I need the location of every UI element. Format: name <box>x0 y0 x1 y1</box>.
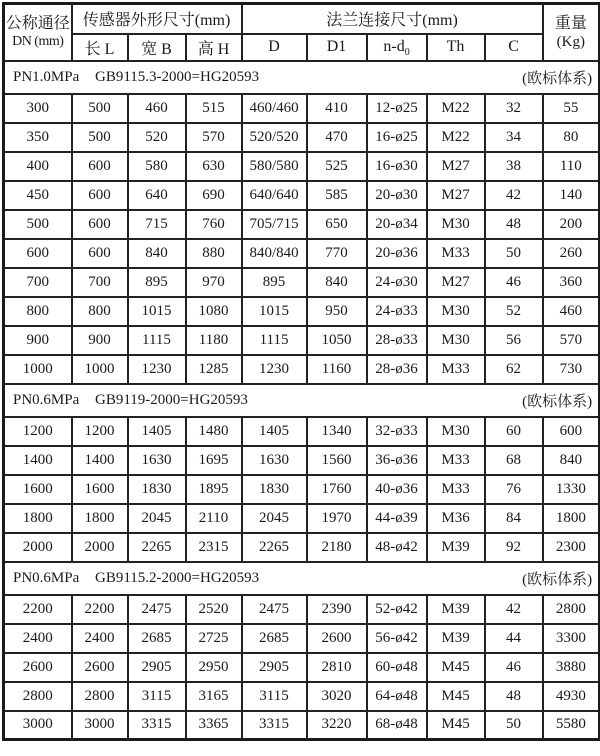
table-row <box>4 239 600 268</box>
spec-value-cell: 730 <box>543 355 600 384</box>
spec-value-cell: 38 <box>485 152 543 181</box>
spec-value-cell: 52-ø42 <box>367 595 427 624</box>
spec-value-cell: 500 <box>72 123 128 152</box>
spec-value-cell: 44-ø39 <box>367 504 427 533</box>
spec-value-cell: 2265 <box>128 533 186 562</box>
spec-value-cell: 32-ø33 <box>367 417 427 446</box>
pressure-rating: PN1.0MPa <box>13 68 80 85</box>
spec-value-cell: M30 <box>427 417 485 446</box>
spec-value-cell: 1600 <box>72 475 128 504</box>
spec-value-cell: 630 <box>186 152 242 181</box>
spec-value-cell: 760 <box>186 210 242 239</box>
spec-value-cell: 2045 <box>128 504 186 533</box>
spec-value-cell: 2685 <box>242 624 307 653</box>
spec-value-cell: 2180 <box>307 533 367 562</box>
spec-value-cell: 16-ø25 <box>367 123 427 152</box>
spec-value-cell: 2950 <box>186 653 242 682</box>
col-header-length: 长 L <box>72 34 128 61</box>
header-row-groups <box>4 4 600 34</box>
spec-value-cell: M22 <box>427 123 485 152</box>
spec-value-cell: 690 <box>186 181 242 210</box>
spec-value-cell: 48 <box>485 682 543 711</box>
dn-value-cell: 2800 <box>4 682 72 711</box>
spec-value-cell: M45 <box>427 682 485 711</box>
table-row <box>4 268 600 297</box>
spec-value-cell: 36-ø36 <box>367 446 427 475</box>
col-header-width: 宽 B <box>128 34 186 61</box>
spec-value-cell: 580/580 <box>242 152 307 181</box>
weight-unit-label: (Kg) <box>556 33 585 50</box>
spec-value-cell: 24-ø30 <box>367 268 427 297</box>
table-row <box>4 624 600 653</box>
spec-value-cell: 580 <box>128 152 186 181</box>
spec-value-cell: 1285 <box>186 355 242 384</box>
spec-value-cell: 2110 <box>186 504 242 533</box>
col-header-nd0 <box>367 34 427 61</box>
spec-value-cell: 1480 <box>186 417 242 446</box>
spec-value-cell: 1760 <box>307 475 367 504</box>
spec-value-cell: 2600 <box>72 653 128 682</box>
spec-value-cell: 2045 <box>242 504 307 533</box>
spec-value-cell: M30 <box>427 326 485 355</box>
spec-value-cell: 68 <box>485 446 543 475</box>
table-row <box>4 326 600 355</box>
spec-value-cell: 1180 <box>186 326 242 355</box>
col-header-c: C <box>485 34 543 61</box>
spec-value-cell: M33 <box>427 446 485 475</box>
dn-value-cell: 300 <box>4 94 72 123</box>
table-row <box>4 94 600 123</box>
table-row <box>4 297 600 326</box>
spec-value-cell: 64-ø48 <box>367 682 427 711</box>
dn-value-cell: 2600 <box>4 653 72 682</box>
dn-value-cell: 350 <box>4 123 72 152</box>
table-row <box>4 595 600 624</box>
spec-value-cell: 56 <box>485 326 543 355</box>
spec-value-cell: 2475 <box>242 595 307 624</box>
dimension-spec-table <box>2 2 600 741</box>
spec-value-cell: 520 <box>128 123 186 152</box>
spec-value-cell: 410 <box>307 94 367 123</box>
spec-value-cell: 2600 <box>307 624 367 653</box>
spec-value-cell: 700 <box>72 268 128 297</box>
spec-value-cell: 880 <box>186 239 242 268</box>
dn-value-cell: 2400 <box>4 624 72 653</box>
spec-value-cell: 1000 <box>72 355 128 384</box>
spec-value-cell: 3220 <box>307 711 367 740</box>
spec-value-cell: 2200 <box>72 595 128 624</box>
spec-value-cell: 2300 <box>543 533 600 562</box>
nd-subscript: 0 <box>404 47 410 59</box>
spec-value-cell: 60-ø48 <box>367 653 427 682</box>
spec-value-cell: 34 <box>485 123 543 152</box>
dn-value-cell: 1400 <box>4 446 72 475</box>
table-row <box>4 181 600 210</box>
spec-value-cell: 48-ø42 <box>367 533 427 562</box>
spec-value-cell: 950 <box>307 297 367 326</box>
spec-value-cell: 600 <box>72 239 128 268</box>
spec-value-cell: 1560 <box>307 446 367 475</box>
spec-value-cell: 840 <box>307 268 367 297</box>
col-group-flange-dimensions: 法兰连接尺寸(mm) <box>242 4 543 34</box>
spec-value-cell: 140 <box>543 181 600 210</box>
dn-value-cell: 800 <box>4 297 72 326</box>
spec-value-cell: 60 <box>485 417 543 446</box>
spec-value-cell: 2725 <box>186 624 242 653</box>
spec-value-cell: 585 <box>307 181 367 210</box>
spec-value-cell: 1115 <box>128 326 186 355</box>
spec-value-cell: 515 <box>186 94 242 123</box>
table-row <box>4 711 600 740</box>
spec-value-cell: 460/460 <box>242 94 307 123</box>
table-row <box>4 355 600 384</box>
spec-value-cell: 16-ø30 <box>367 152 427 181</box>
spec-value-cell: 895 <box>128 268 186 297</box>
spec-value-cell: 2265 <box>242 533 307 562</box>
spec-value-cell: 42 <box>485 181 543 210</box>
col-header-nominal-diameter <box>4 4 72 61</box>
spec-value-cell: 24-ø33 <box>367 297 427 326</box>
spec-value-cell: 900 <box>72 326 128 355</box>
spec-value-cell: 1800 <box>543 504 600 533</box>
spec-value-cell: 1405 <box>128 417 186 446</box>
spec-value-cell: 800 <box>72 297 128 326</box>
spec-value-cell: 3165 <box>186 682 242 711</box>
col-header-d: D <box>242 34 307 61</box>
spec-value-cell: M30 <box>427 210 485 239</box>
dn-value-cell: 1000 <box>4 355 72 384</box>
spec-value-cell: 1800 <box>72 504 128 533</box>
table-body <box>4 61 600 740</box>
spec-value-cell: M45 <box>427 653 485 682</box>
dn-value-cell: 1200 <box>4 417 72 446</box>
spec-value-cell: 1630 <box>242 446 307 475</box>
table-header <box>4 4 600 61</box>
dn-value-cell: 2200 <box>4 595 72 624</box>
spec-value-cell: 895 <box>242 268 307 297</box>
spec-value-cell: 1330 <box>543 475 600 504</box>
spec-value-cell: 3000 <box>72 711 128 740</box>
spec-value-cell: 640 <box>128 181 186 210</box>
col-header-weight <box>543 4 600 61</box>
spec-value-cell: 570 <box>543 326 600 355</box>
spec-value-cell: 705/715 <box>242 210 307 239</box>
spec-value-cell: 92 <box>485 533 543 562</box>
spec-value-cell: 2800 <box>543 595 600 624</box>
spec-value-cell: M27 <box>427 181 485 210</box>
spec-value-cell: M27 <box>427 268 485 297</box>
nd-label: n-d <box>383 38 405 55</box>
spec-value-cell: 520/520 <box>242 123 307 152</box>
spec-value-cell: 840/840 <box>242 239 307 268</box>
table-row <box>4 475 600 504</box>
spec-value-cell: M33 <box>427 475 485 504</box>
table-row <box>4 533 600 562</box>
dn-value-cell: 1800 <box>4 504 72 533</box>
col-group-sensor-dimensions: 传感器外形尺寸(mm) <box>72 4 242 34</box>
spec-value-cell: 600 <box>72 152 128 181</box>
section-header-cell <box>4 384 600 417</box>
spec-value-cell: 55 <box>543 94 600 123</box>
spec-value-cell: 640/640 <box>242 181 307 210</box>
spec-value-cell: 1015 <box>242 297 307 326</box>
spec-value-cell: M22 <box>427 94 485 123</box>
section-header-row <box>4 61 600 94</box>
spec-value-cell: 1230 <box>242 355 307 384</box>
col-header-height: 高 H <box>186 34 242 61</box>
spec-value-cell: 20-ø34 <box>367 210 427 239</box>
spec-value-cell: 2905 <box>242 653 307 682</box>
spec-value-cell: M39 <box>427 533 485 562</box>
spec-value-cell: 42 <box>485 595 543 624</box>
spec-value-cell: M36 <box>427 504 485 533</box>
spec-value-cell: 570 <box>186 123 242 152</box>
spec-value-cell: 32 <box>485 94 543 123</box>
spec-value-cell: 470 <box>307 123 367 152</box>
spec-value-cell: 1400 <box>72 446 128 475</box>
spec-value-cell: 28-ø36 <box>367 355 427 384</box>
spec-value-cell: 260 <box>543 239 600 268</box>
spec-value-cell: 68-ø48 <box>367 711 427 740</box>
dn-value-cell: 600 <box>4 239 72 268</box>
dn-value-cell: 450 <box>4 181 72 210</box>
spec-value-cell: 1160 <box>307 355 367 384</box>
spec-value-cell: 770 <box>307 239 367 268</box>
spec-value-cell: 48 <box>485 210 543 239</box>
spec-value-cell: 44 <box>485 624 543 653</box>
spec-value-cell: 3115 <box>242 682 307 711</box>
section-header-row <box>4 562 600 595</box>
spec-value-cell: 460 <box>543 297 600 326</box>
spec-value-cell: 2685 <box>128 624 186 653</box>
table-row <box>4 653 600 682</box>
section-header-cell <box>4 562 600 595</box>
spec-value-cell: 1695 <box>186 446 242 475</box>
spec-value-cell: 1200 <box>72 417 128 446</box>
spec-value-cell: 1230 <box>128 355 186 384</box>
spec-value-cell: 840 <box>543 446 600 475</box>
nominal-diameter-label: 公称通径 <box>5 15 70 33</box>
spec-value-cell: 1080 <box>186 297 242 326</box>
table-row <box>4 417 600 446</box>
spec-value-cell: 1895 <box>186 475 242 504</box>
spec-value-cell: 3365 <box>186 711 242 740</box>
table-row <box>4 152 600 181</box>
table-row <box>4 123 600 152</box>
table-row <box>4 446 600 475</box>
section-header-row <box>4 384 600 417</box>
spec-value-cell: 360 <box>543 268 600 297</box>
spec-value-cell: 2905 <box>128 653 186 682</box>
spec-value-cell: 970 <box>186 268 242 297</box>
spec-value-cell: 600 <box>543 417 600 446</box>
spec-value-cell: 460 <box>128 94 186 123</box>
spec-value-cell: 715 <box>128 210 186 239</box>
spec-value-cell: 2810 <box>307 653 367 682</box>
spec-value-cell: 5580 <box>543 711 600 740</box>
spec-value-cell: M33 <box>427 355 485 384</box>
spec-value-cell: 110 <box>543 152 600 181</box>
spec-value-cell: 2800 <box>72 682 128 711</box>
table-row <box>4 504 600 533</box>
spec-value-cell: 46 <box>485 268 543 297</box>
spec-value-cell: 50 <box>485 711 543 740</box>
spec-value-cell: 200 <box>543 210 600 239</box>
standard-system: (欧标体系) <box>522 571 593 588</box>
spec-value-cell: 2390 <box>307 595 367 624</box>
spec-value-cell: M39 <box>427 624 485 653</box>
spec-value-cell: M30 <box>427 297 485 326</box>
dn-unit-label: DN (mm) <box>12 34 64 50</box>
spec-value-cell: M45 <box>427 711 485 740</box>
spec-value-cell: 3315 <box>128 711 186 740</box>
spec-value-cell: 1340 <box>307 417 367 446</box>
spec-value-cell: 650 <box>307 210 367 239</box>
spec-value-cell: 3020 <box>307 682 367 711</box>
spec-value-cell: 20-ø36 <box>367 239 427 268</box>
spec-value-cell: 28-ø33 <box>367 326 427 355</box>
spec-value-cell: 3300 <box>543 624 600 653</box>
standard-code: GB9115.2-2000=HG20593 <box>95 569 260 586</box>
weight-label: 重量 <box>554 14 587 32</box>
table-row <box>4 682 600 711</box>
spec-value-cell: 600 <box>72 210 128 239</box>
spec-value-cell: M27 <box>427 152 485 181</box>
dn-value-cell: 400 <box>4 152 72 181</box>
col-header-d1: D1 <box>307 34 367 61</box>
spec-value-cell: 1050 <box>307 326 367 355</box>
spec-value-cell: 1830 <box>128 475 186 504</box>
dn-value-cell: 3000 <box>4 711 72 740</box>
spec-value-cell: M39 <box>427 595 485 624</box>
standard-system: (欧标体系) <box>522 70 593 87</box>
spec-value-cell: M33 <box>427 239 485 268</box>
spec-value-cell: 3115 <box>128 682 186 711</box>
spec-value-cell: 50 <box>485 239 543 268</box>
spec-value-cell: 840 <box>128 239 186 268</box>
spec-value-cell: 500 <box>72 94 128 123</box>
col-header-th: Th <box>427 34 485 61</box>
standard-code: GB9115.3-2000=HG20593 <box>95 68 260 85</box>
dn-value-cell: 1600 <box>4 475 72 504</box>
spec-value-cell: 1970 <box>307 504 367 533</box>
dn-value-cell: 900 <box>4 326 72 355</box>
header-row-subcolumns <box>4 34 600 61</box>
spec-value-cell: 600 <box>72 181 128 210</box>
dn-value-cell: 2000 <box>4 533 72 562</box>
spec-value-cell: 1015 <box>128 297 186 326</box>
spec-value-cell: 2000 <box>72 533 128 562</box>
spec-value-cell: 56-ø42 <box>367 624 427 653</box>
table-row <box>4 210 600 239</box>
spec-value-cell: 20-ø30 <box>367 181 427 210</box>
spec-value-cell: 3880 <box>543 653 600 682</box>
section-header-cell <box>4 61 600 94</box>
spec-value-cell: 2520 <box>186 595 242 624</box>
dn-value-cell: 500 <box>4 210 72 239</box>
spec-value-cell: 3315 <box>242 711 307 740</box>
spec-value-cell: 40-ø36 <box>367 475 427 504</box>
spec-value-cell: 2475 <box>128 595 186 624</box>
spec-value-cell: 1830 <box>242 475 307 504</box>
spec-value-cell: 80 <box>543 123 600 152</box>
spec-value-cell: 52 <box>485 297 543 326</box>
spec-value-cell: 1115 <box>242 326 307 355</box>
spec-value-cell: 84 <box>485 504 543 533</box>
spec-value-cell: 46 <box>485 653 543 682</box>
spec-value-cell: 62 <box>485 355 543 384</box>
spec-value-cell: 525 <box>307 152 367 181</box>
standard-system: (欧标体系) <box>522 393 593 410</box>
dn-value-cell: 700 <box>4 268 72 297</box>
spec-value-cell: 1405 <box>242 417 307 446</box>
spec-value-cell: 4930 <box>543 682 600 711</box>
spec-value-cell: 2400 <box>72 624 128 653</box>
standard-code: GB9119-2000=HG20593 <box>95 391 248 408</box>
spec-value-cell: 12-ø25 <box>367 94 427 123</box>
pressure-rating: PN0.6MPa <box>13 391 80 408</box>
spec-value-cell: 76 <box>485 475 543 504</box>
spec-value-cell: 2315 <box>186 533 242 562</box>
spec-value-cell: 1630 <box>128 446 186 475</box>
pressure-rating: PN0.6MPa <box>13 569 80 586</box>
